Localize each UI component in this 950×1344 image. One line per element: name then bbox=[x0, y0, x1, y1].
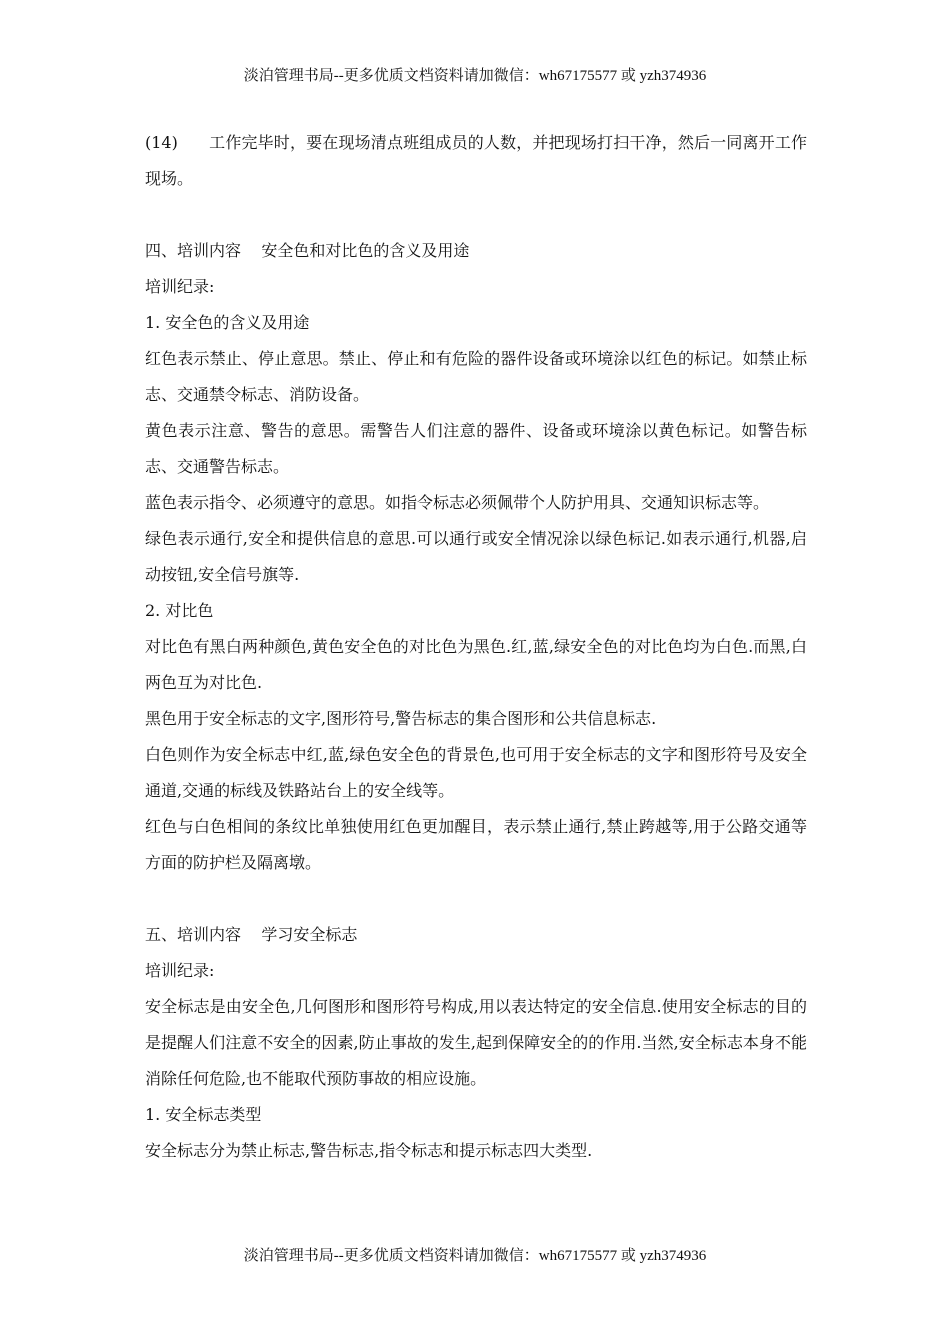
paragraph-sign-types: 安全标志分为禁止标志,警告标志,指令标志和提示标志四大类型. bbox=[145, 1141, 593, 1160]
section-4-subheading-1: 1. 安全色的含义及用途 bbox=[145, 313, 310, 332]
paragraph-blue: 蓝色表示指令、必须遵守的意思。如指令标志必须佩带个人防护用具、交通知识标志等。 bbox=[145, 493, 770, 512]
page-header: 淡泊管理书局--更多优质文档资料请加微信：wh67175577 或 yzh374936 bbox=[243, 68, 707, 84]
paragraph-black: 黑色用于安全标志的文字,图形符号,警告标志的集合图形和公共信息标志. bbox=[145, 709, 657, 728]
paragraph-contrast: 对比色有黑白两种颜色,黄色安全色的对比色为黑色.红,蓝,绿安全色的对比色均为白色.而黑,白两色互为对比色. bbox=[145, 637, 807, 692]
section-5-subheading-1: 1. 安全标志类型 bbox=[145, 1105, 262, 1124]
section-4-record-label: 培训纪录: bbox=[145, 277, 215, 296]
section-4-subheading-2: 2. 对比色 bbox=[145, 601, 214, 620]
section-5-record-label: 培训纪录: bbox=[145, 961, 215, 980]
document-body bbox=[145, 125, 807, 1169]
paragraph-green: 绿色表示通行,安全和提供信息的意思.可以通行或安全情况涂以绿色标记.如表示通行,机器,启动按钮,安全信号旗等. bbox=[145, 529, 807, 584]
list-item-number: (14) bbox=[145, 133, 178, 152]
list-item-14 bbox=[145, 125, 807, 197]
paragraph-stripes: 红色与白色相间的条纹比单独使用红色更加醒目，表示禁止通行,禁止跨越等,用于公路交通等方面的防护栏及隔离墩。 bbox=[145, 817, 807, 872]
paragraph-sign-intro: 安全标志是由安全色,几何图形和图形符号构成,用以表达特定的安全信息.使用安全标志的目的是提醒人们注意不安全的因素,防止事故的发生,起到保障安全的的作用.当然,安全标志本身不能消除任何危险,也不能取代预防事故的相应设施。 bbox=[145, 997, 807, 1088]
list-item-text: 工作完毕时，要在现场清点班组成员的人数，并把现场打扫干净，然后一同离开工作现场。 bbox=[145, 133, 807, 188]
section-4-heading: 四、培训内容 安全色和对比色的含义及用途 bbox=[145, 241, 470, 260]
paragraph-yellow: 黄色表示注意、警告的意思。需警告人们注意的器件、设备或环境涂以黄色标记。如警告标志、交通警告标志。 bbox=[145, 421, 807, 476]
page-footer: 淡泊管理书局--更多优质文档资料请加微信：wh67175577 或 yzh374936 bbox=[243, 1248, 707, 1264]
paragraph-red: 红色表示禁止、停止意思。禁止、停止和有危险的器件设备或环境涂以红色的标记。如禁止标志、交通禁令标志、消防设备。 bbox=[145, 349, 807, 404]
section-5-heading: 五、培训内容 学习安全标志 bbox=[145, 925, 358, 944]
paragraph-white: 白色则作为安全标志中红,蓝,绿色安全色的背景色,也可用于安全标志的文字和图形符号及安全通道,交通的标线及铁路站台上的安全线等。 bbox=[145, 745, 807, 800]
spacer bbox=[145, 197, 807, 233]
spacer bbox=[145, 881, 807, 917]
